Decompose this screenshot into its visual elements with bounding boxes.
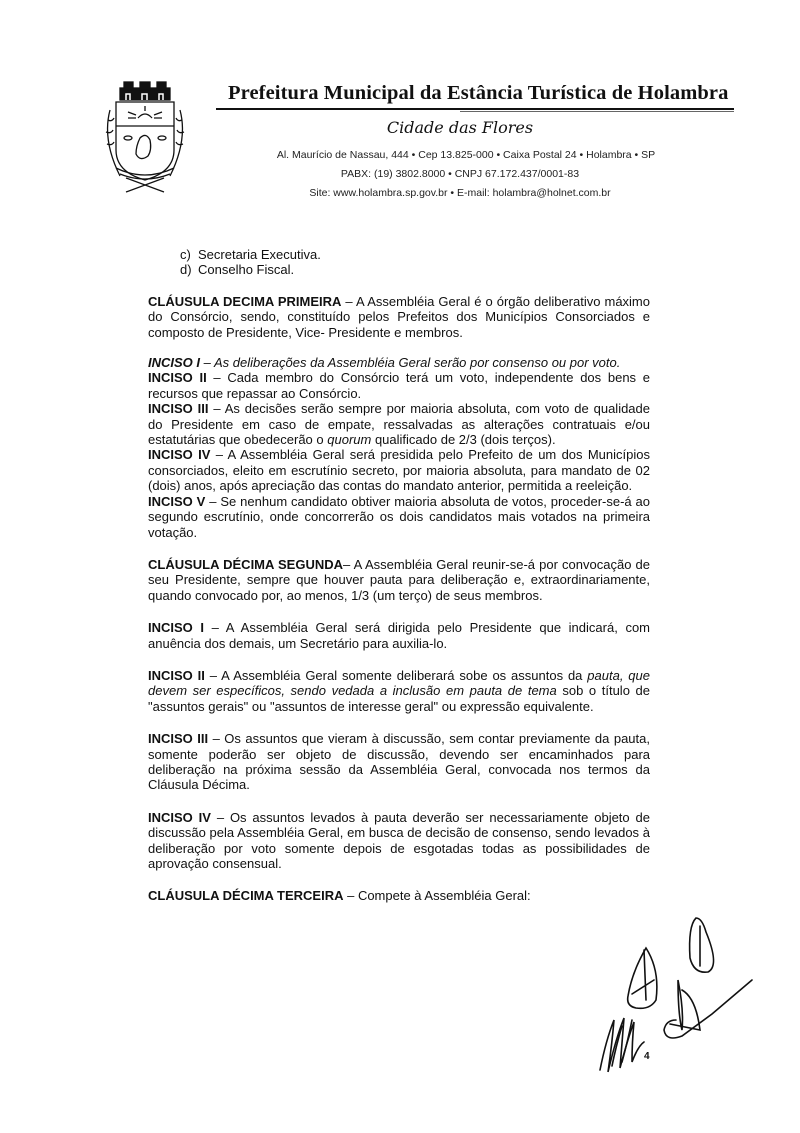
inciso-text: – A Assembléia Geral será presidida pelo Prefeito de um dos Municípios consorciados, eleito em escrutínio secreto, por maioria absoluta, para mandato de 02 (dois) anos, após apreciação das contas do mandato anterior, permitida a reeleição. <box>148 447 650 494</box>
coat-of-arms-icon <box>98 80 192 198</box>
spacer <box>148 871 650 888</box>
inciso-paragraph <box>148 355 650 370</box>
inciso-text: – Os assuntos levados à pauta deverão ser necessariamente objeto de discussão pela Assembléia Geral, em busca de decisão de consenso, sendo levados à deliberação por voto somente depois de esgotadas todas as possibilidades de aprovação consensual. <box>148 809 650 871</box>
inciso-label: INCISO IV <box>148 809 211 825</box>
inciso-paragraph <box>148 668 650 714</box>
letterhead-rule-secondary <box>460 111 734 112</box>
clause-heading: CLÁUSULA DECIMA PRIMEIRA <box>148 293 342 309</box>
inciso-text: sob o título de "assuntos gerais" ou "assuntos de interesse geral" ou expressão equivalente. <box>148 683 650 714</box>
clausula-11 <box>148 294 650 340</box>
spacer <box>148 714 650 731</box>
spacer <box>148 651 650 668</box>
letterhead-motto: Cidade das Flores <box>386 118 534 137</box>
inciso-label: INCISO II <box>148 370 207 386</box>
inciso-paragraph <box>148 447 650 493</box>
clause-heading: CLÁUSULA DÉCIMA TERCEIRA <box>148 888 344 904</box>
inciso-text: – Cada membro do Consórcio terá um voto, independente dos bens e recursos que repassar ao Consórcio. <box>148 370 650 401</box>
clausula-12 <box>148 557 650 603</box>
list-item <box>180 247 650 262</box>
list-item <box>180 262 650 277</box>
inciso-paragraph <box>148 401 650 447</box>
inciso-text: – As decisões serão sempre por maioria absoluta, com voto de qualidade do Presidente em caso de empate, ressalvadas as alterações contratuais e/ou estatutárias que obedecerão o <box>148 401 650 448</box>
inciso-label: INCISO I <box>148 620 205 636</box>
spacer <box>148 603 650 620</box>
letterhead-contact: Site: www.holambra.sp.gov.br • E-mail: holambra@holnet.com.br <box>309 187 611 199</box>
list-marker: d) <box>180 262 192 278</box>
organ-list <box>180 247 650 278</box>
inciso-text: – A Assembléia Geral somente deliberará sobe os assuntos da <box>204 667 588 683</box>
inciso-label: INCISO II <box>148 667 205 683</box>
inciso-paragraph <box>148 370 650 401</box>
list-text: Secretaria Executiva. <box>198 247 321 262</box>
inciso-label: INCISO III <box>148 401 209 417</box>
letterhead-address: Al. Maurício de Nassau, 444 • Cep 13.825-000 • Caixa Postal 24 • Holambra • SP <box>276 149 656 161</box>
list-text: Conselho Fiscal. <box>198 262 295 278</box>
inciso-text: – As deliberações da Assembléia Geral serão por consenso ou por voto. <box>200 355 621 371</box>
page-number: 4 <box>644 1051 650 1062</box>
inciso-text: – Os assuntos que vieram à discussão, sem contar previamente da pauta, somente poderão ser objeto de discussão, devendo ser encaminhados para deliberação na próxima sessão da Assembléia Geral, convocada nos termos da Cláusula Décima. <box>148 731 650 793</box>
inciso-label: INCISO V <box>148 493 206 509</box>
inciso-label: INCISO I <box>148 355 201 371</box>
inciso-paragraph <box>148 731 650 793</box>
inciso-italic-text: pauta, que devem ser específicos, sendo vedada a inclusão em pauta de tema <box>148 667 651 699</box>
signature-initials-icon <box>560 890 800 1090</box>
spacer <box>148 793 650 810</box>
inciso-paragraph <box>148 620 650 651</box>
document-body <box>148 247 650 904</box>
inciso-label: INCISO IV <box>148 447 211 463</box>
inciso-paragraph <box>148 810 650 872</box>
list-marker: c) <box>180 247 191 262</box>
clause-text: – A Assembléia Geral é o órgão deliberativo máximo do Consórcio, sendo, constituído pelos Prefeitos dos Municípios Consorciados e composto de Presidente, Vice- Presidente e membros. <box>148 293 650 340</box>
letterhead-title: Prefeitura Municipal da Estância Turística de Holambra <box>228 82 729 104</box>
inciso-text: – A Assembléia Geral será dirigida pelo Presidente que indicará, com anuência dos demais, um Secretário para auxilia-lo. <box>148 620 650 651</box>
inciso-text: – Se nenhum candidato obtiver maioria absoluta de votos, proceder-se-á ao segundo escrutínio, onde concorrerão os dois candidatos mais votados na primeira votação. <box>148 493 650 540</box>
clause-text: – A Assembléia Geral reunir-se-á por convocação de seu Presidente, sempre que houver pauta para deliberação e, extraordinariamente, quando convocado por, ao menos, 1/3 (um terço) de seus membros. <box>148 556 650 603</box>
clause-text: – Compete à Assembléia Geral: <box>343 888 531 904</box>
spacer <box>148 340 650 355</box>
spacer <box>148 278 650 294</box>
letterhead-phone: PABX: (19) 3802.8000 • CNPJ 67.172.437/0001-83 <box>340 168 580 180</box>
letterhead-rule <box>216 108 734 110</box>
inciso-paragraph <box>148 494 650 540</box>
inciso-label: INCISO III <box>148 731 209 747</box>
inciso-text: qualificado de 2/3 (dois terços). <box>371 432 556 448</box>
inciso-italic-term: quorum <box>327 432 372 448</box>
spacer <box>148 540 650 557</box>
clause-heading: CLÁUSULA DÉCIMA SEGUNDA <box>148 556 344 572</box>
